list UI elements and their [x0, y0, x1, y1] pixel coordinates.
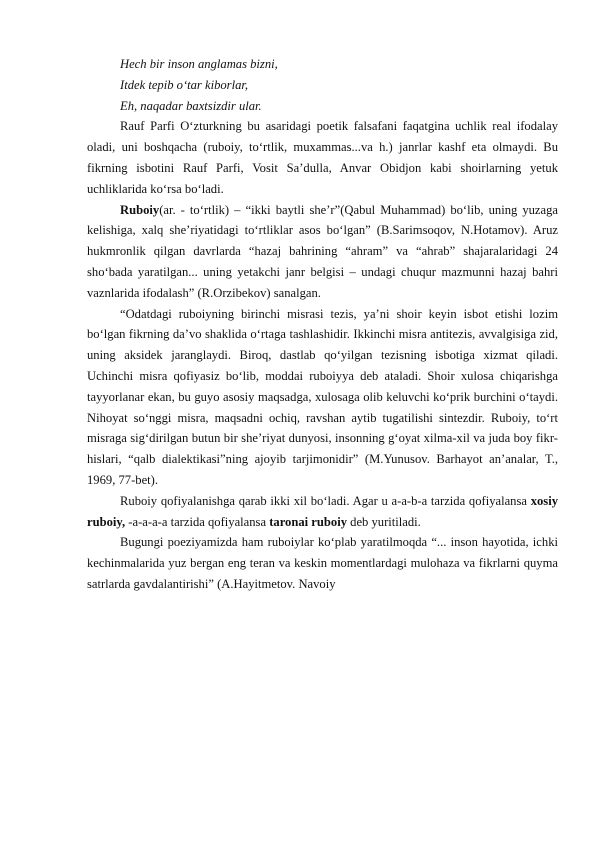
document-page — [87, 54, 558, 595]
qofiya-text-before: Ruboiy qofiyalanishga qarab ikki xil bo‘ladi. Agar u a-a-b-a tarzida qofiyalansa — [120, 493, 531, 508]
poem-line-1: Hech bir inson anglamas bizni, — [120, 57, 278, 71]
poem-line-2: Itdek tepib o‘tar kiborlar, — [120, 77, 249, 92]
term-ruboiy: Ruboiy — [120, 202, 160, 217]
qofiya-text-after: deb yuritiladi. — [347, 514, 421, 529]
poem-line-3: Eh, naqadar baxtsizdir ular. — [120, 98, 262, 113]
term-taronai-ruboiy: taronai ruboiy — [269, 514, 347, 529]
paragraph-ruboiy-definition — [87, 200, 558, 304]
qofiya-text-middle: -a-a-a-a tarzida qofiyalansa — [125, 514, 270, 529]
paragraph-ruboiy-structure: “Odatdagi ruboiyning birinchi misrasi tezis, ya’ni shoir keyin isbot etishi lozim bo‘lgan fikrning da’vo shaklida o‘rtaga tashlashidir. Ikkinchi misra antitezis, avvalgisiga zid, uning aksidek jaranglaydi. Biroq, dastlab qo‘yilgan tezisning isbotiga xizmat qiladi. Uchinchi misra qofiyasiz bo‘lib, moddai ruboiyya deb ataladi. Shoir xulosa chiqarishga tayyorlanar ekan, bu guyo asosiy maqsadga, xulosaga olib keluvchi ko‘prik burchini o‘taydi. Nihoyat so‘nggi misra, maqsadni ochiq, ravshan aytib tugatilishi sintezdir. Ruboiy, to‘rt misraga sig‘dirilgan butun bir she’riyat dunyosi, insonning g‘oyat xilma-xil va juda boy fikr-hislari, “qalb dialektikasi”ning ajoyib tarjimonidir” (M.Yunusov. Barhayot an’analar, T., 1969, 77-bet). — [87, 306, 558, 487]
term-xosiy-ruboiy: xosiy ruboiy, — [87, 493, 558, 529]
paragraph-uchlik: Rauf Parfi O‘zturkning bu asaridagi poetik falsafani faqatgina uchlik real ifodalay oladi, uni boshqacha (ruboiy, to‘rtlik, muxammas...va h.) janrlar kashf eta olmaydi. Bu fikrning isbotini Rauf Parfi, Vosit Sa’dulla, Anvar Obidjon kabi shoirlarning yetuk uchliklarida ko‘rsa bo‘ladi. — [87, 119, 558, 196]
paragraph-modern-poetry: Bugungi poeziyamizda ham ruboiylar ko‘plab yaratilmoqda “... inson hayotida, ichki kechinmalarida yuz bergan eng teran va keskin momentlardagi mulohaza va fikrlarni quyma satrlarda gavdalantirishi” (A.Hayitmetov. Navoiy — [87, 535, 558, 591]
paragraph-ruboiy-text: (ar. - to‘rtlik) – “ikki baytli she’r”(Qabul Muhammad) bo‘lib, uning yuzaga kelishiga, xalq she’riyatidagi to‘rtliklar asos bo‘lgan” (B.Sarimsoqov, N.Hotamov). Aruz hukmronlik qilgan davrlarda “hazaj bahrining “ahram” va “ahrab” shajaralaridagi 24 sho‘bada yaratilgan... uning yetakchi janr belgisi – undagi chuqur mazmunni hazaj bahri vaznlarida ifodalash” (R.Orzibekov) sanalgan. — [87, 202, 558, 300]
paragraph-qofiya-types — [87, 491, 558, 533]
